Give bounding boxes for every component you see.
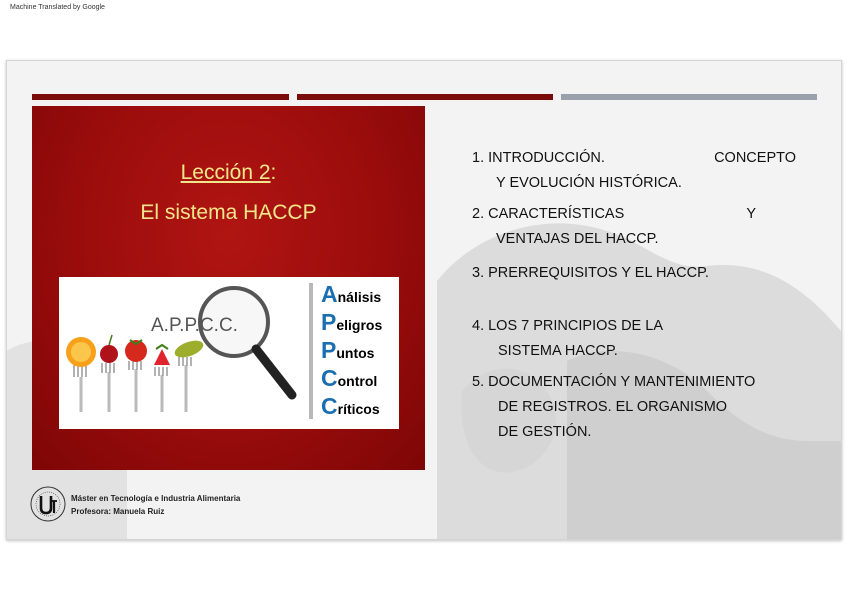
university-seal-icon — [29, 485, 67, 523]
footer-teacher: Profesora: Manuela Ruiz — [71, 507, 165, 516]
machine-translated-label: Machine Translated by Google — [10, 4, 105, 11]
toc-item-2 — [472, 202, 820, 252]
toc-item-2-a: 2. CARACTERÍSTICAS — [472, 206, 625, 222]
toc-item-5-b: DE REGISTROS. EL ORGANISMO — [498, 399, 728, 415]
acronym-line-analisis: Análisis — [321, 281, 382, 307]
acronym-line-peligros: Peligros — [321, 309, 383, 335]
acronym-line-criticos: Críticos — [321, 393, 380, 419]
toc-item-2-b: Y — [746, 206, 756, 222]
forks-and-magnifier-illustration — [59, 277, 309, 429]
toc-item-5-c: DE GESTIÓN. — [498, 424, 592, 440]
toc-item-3 — [472, 261, 796, 286]
toc-item-3-text: 3. PRERREQUISITOS Y EL HACCP. — [472, 265, 709, 281]
footer-program: Máster en Tecnología e Industria Alimentaria — [71, 494, 241, 503]
toc-item-1-b: CONCEPTO — [714, 150, 796, 166]
top-bar-middle — [297, 94, 553, 100]
slide — [6, 60, 842, 540]
appcc-label: A.P.P.C.C. — [151, 315, 238, 336]
toc-item-1-a: 1. INTRODUCCIÓN. — [472, 150, 605, 166]
toc-item-1-c: Y EVOLUCIÓN HISTÓRICA. — [496, 175, 682, 191]
acronym-line-control: Control — [321, 365, 378, 391]
toc-item-5 — [472, 370, 822, 445]
toc-item-1 — [472, 146, 820, 196]
lesson-colon: : — [270, 161, 277, 184]
toc-item-4 — [472, 314, 822, 364]
top-bar-right — [561, 94, 817, 100]
lesson-number — [32, 161, 425, 185]
separator — [309, 283, 313, 419]
acronym-line-puntos: Puntos — [321, 337, 375, 363]
lesson-title: El sistema HACCP — [140, 201, 317, 224]
toc-item-4-a: 4. LOS 7 PRINCIPIOS DE LA — [472, 318, 663, 334]
appcc-image — [59, 277, 399, 429]
lesson-prefix: Lección 2 — [180, 161, 271, 184]
toc-item-2-c: VENTAJAS DEL HACCP. — [496, 231, 659, 247]
toc-item-5-a: 5. DOCUMENTACIÓN Y MANTENIMIENTO — [472, 374, 756, 390]
lesson-panel — [32, 106, 425, 470]
top-bar-left — [32, 94, 289, 100]
toc-item-4-b: SISTEMA HACCP. — [498, 343, 618, 359]
